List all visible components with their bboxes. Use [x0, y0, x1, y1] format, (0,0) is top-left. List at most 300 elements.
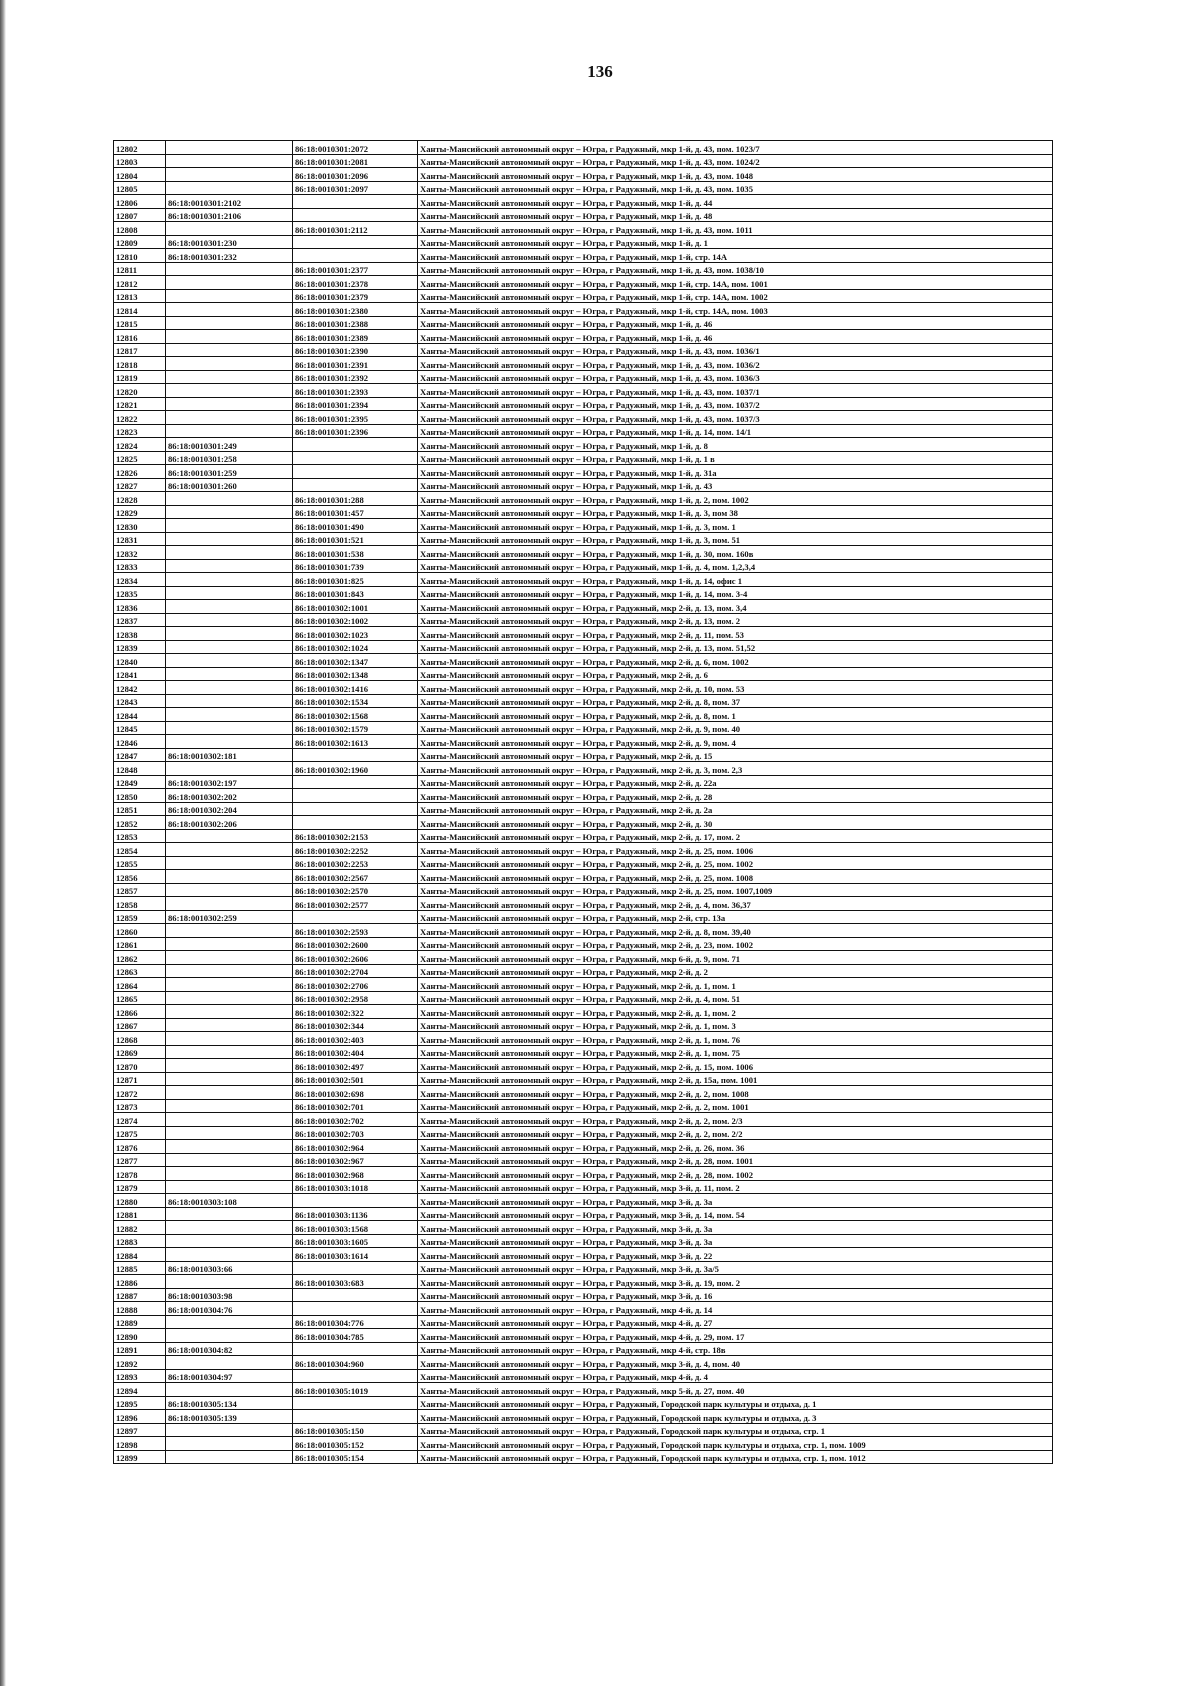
cadastral-number-premises — [293, 1342, 418, 1356]
cadastral-number-premises: 86:18:0010302:1960 — [293, 762, 418, 776]
cadastral-number-land — [166, 694, 293, 708]
cadastral-number-land — [166, 937, 293, 951]
row-number: 12828 — [114, 492, 166, 506]
object-address: Ханты-Мансийский автономный округ – Югра, г Радужный, мкр 1-й, д. 14, офис 1 — [418, 573, 1053, 587]
cadastral-number-land — [166, 897, 293, 911]
object-address: Ханты-Мансийский автономный округ – Югра, г Радужный, мкр 2-й, д. 28 — [418, 789, 1053, 803]
cadastral-number-land — [166, 181, 293, 195]
row-number: 12829 — [114, 505, 166, 519]
cadastral-number-premises: 86:18:0010304:960 — [293, 1356, 418, 1370]
cadastral-number-land — [166, 289, 293, 303]
cadastral-number-land — [166, 370, 293, 384]
table-row — [114, 330, 1053, 344]
object-address: Ханты-Мансийский автономный округ – Югра, г Радужный, мкр 2-й, д. 2, пом. 1008 — [418, 1086, 1053, 1100]
cadastral-number-premises: 86:18:0010302:501 — [293, 1072, 418, 1086]
cadastral-number-land — [166, 1018, 293, 1032]
object-address: Ханты-Мансийский автономный округ – Югра, г Радужный, мкр 2-й, д. 17, пом. 2 — [418, 829, 1053, 843]
row-number: 12803 — [114, 154, 166, 168]
cadastral-number-premises: 86:18:0010302:2570 — [293, 883, 418, 897]
cadastral-number-land: 86:18:0010305:134 — [166, 1396, 293, 1410]
table-row — [114, 667, 1053, 681]
row-number: 12818 — [114, 357, 166, 371]
cadastral-number-premises: 86:18:0010302:497 — [293, 1059, 418, 1073]
cadastral-number-land: 86:18:0010301:2102 — [166, 195, 293, 209]
row-number: 12877 — [114, 1153, 166, 1167]
object-address: Ханты-Мансийский автономный округ – Югра, г Радужный, мкр 3-й, д. 4, пом. 40 — [418, 1356, 1053, 1370]
cadastral-number-premises — [293, 775, 418, 789]
table-row — [114, 424, 1053, 438]
row-number: 12869 — [114, 1045, 166, 1059]
object-address: Ханты-Мансийский автономный округ – Югра, г Радужный, мкр 4-й, д. 14 — [418, 1302, 1053, 1316]
cadastral-number-land — [166, 964, 293, 978]
cadastral-number-land — [166, 1045, 293, 1059]
cadastral-number-premises: 86:18:0010302:404 — [293, 1045, 418, 1059]
object-address: Ханты-Мансийский автономный округ – Югра, г Радужный, мкр 2-й, д. 1, пом. 75 — [418, 1045, 1053, 1059]
cadastral-number-land — [166, 1005, 293, 1019]
table-row — [114, 154, 1053, 168]
object-address: Ханты-Мансийский автономный округ – Югра, г Радужный, мкр 2-й, д. 4, пом. 51 — [418, 991, 1053, 1005]
row-number: 12820 — [114, 384, 166, 398]
object-address: Ханты-Мансийский автономный округ – Югра, г Радужный, мкр 1-й, д. 43, пом. 1036/1 — [418, 343, 1053, 357]
row-number: 12886 — [114, 1275, 166, 1289]
cadastral-number-premises: 86:18:0010301:2392 — [293, 370, 418, 384]
object-address: Ханты-Мансийский автономный округ – Югра, г Радужный, мкр 2-й, д. 2 — [418, 964, 1053, 978]
object-address: Ханты-Мансийский автономный округ – Югра, г Радужный, мкр 2-й, д. 15, пом. 1006 — [418, 1059, 1053, 1073]
cadastral-number-premises: 86:18:0010301:2390 — [293, 343, 418, 357]
row-number: 12808 — [114, 222, 166, 236]
table-row — [114, 870, 1053, 884]
cadastral-number-land: 86:18:0010301:2106 — [166, 208, 293, 222]
row-number: 12847 — [114, 748, 166, 762]
cadastral-number-land — [166, 559, 293, 573]
cadastral-number-land: 86:18:0010304:76 — [166, 1302, 293, 1316]
object-address: Ханты-Мансийский автономный округ – Югра, г Радужный, мкр 3-й, д. 11, пом. 2 — [418, 1180, 1053, 1194]
cadastral-number-premises: 86:18:0010301:843 — [293, 586, 418, 600]
row-number: 12831 — [114, 532, 166, 546]
table-row — [114, 357, 1053, 371]
row-number: 12834 — [114, 573, 166, 587]
row-number: 12841 — [114, 667, 166, 681]
object-address: Ханты-Мансийский автономный округ – Югра, г Радужный, мкр 1-й, д. 43 — [418, 478, 1053, 492]
cadastral-number-premises: 86:18:0010305:152 — [293, 1437, 418, 1451]
cadastral-number-land — [166, 600, 293, 614]
row-number: 12884 — [114, 1248, 166, 1262]
table-row — [114, 573, 1053, 587]
table-row — [114, 1383, 1053, 1397]
object-address: Ханты-Мансийский автономный округ – Югра, г Радужный, мкр 3-й, д. 19, пом. 2 — [418, 1275, 1053, 1289]
table-row — [114, 627, 1053, 641]
cadastral-number-premises — [293, 465, 418, 479]
table-row — [114, 1450, 1053, 1464]
row-number: 12865 — [114, 991, 166, 1005]
row-number: 12866 — [114, 1005, 166, 1019]
row-number: 12814 — [114, 303, 166, 317]
row-number: 12827 — [114, 478, 166, 492]
object-address: Ханты-Мансийский автономный округ – Югра, г Радужный, мкр 2-й, д. 4, пом. 36,37 — [418, 897, 1053, 911]
cadastral-number-premises: 86:18:0010302:2706 — [293, 978, 418, 992]
object-address: Ханты-Мансийский автономный округ – Югра, г Радужный, мкр 1-й, д. 3, пом. 1 — [418, 519, 1053, 533]
cadastral-number-land: 86:18:0010303:108 — [166, 1194, 293, 1208]
cadastral-number-land — [166, 735, 293, 749]
object-address: Ханты-Мансийский автономный округ – Югра, г Радужный, мкр 3-й, д. 3а — [418, 1234, 1053, 1248]
cadastral-number-premises: 86:18:0010302:1348 — [293, 667, 418, 681]
object-address: Ханты-Мансийский автономный округ – Югра, г Радужный, мкр 1-й, д. 43, пом. 1036/3 — [418, 370, 1053, 384]
cadastral-number-premises — [293, 1410, 418, 1424]
row-number: 12832 — [114, 546, 166, 560]
row-number: 12891 — [114, 1342, 166, 1356]
table-row — [114, 1369, 1053, 1383]
cadastral-number-premises: 86:18:0010302:1347 — [293, 654, 418, 668]
cadastral-number-premises — [293, 1261, 418, 1275]
row-number: 12824 — [114, 438, 166, 452]
cadastral-number-land — [166, 1221, 293, 1235]
row-number: 12833 — [114, 559, 166, 573]
table-row — [114, 262, 1053, 276]
table-row — [114, 546, 1053, 560]
cadastral-number-premises: 86:18:0010302:2153 — [293, 829, 418, 843]
table-row — [114, 1410, 1053, 1424]
object-address: Ханты-Мансийский автономный округ – Югра, г Радужный, мкр 1-й, д. 43, пом. 1048 — [418, 168, 1053, 182]
cadastral-number-land — [166, 154, 293, 168]
table-row — [114, 1140, 1053, 1154]
object-address: Ханты-Мансийский автономный округ – Югра, г Радужный, мкр 2-й, д. 13, пом. 51,52 — [418, 640, 1053, 654]
row-number: 12882 — [114, 1221, 166, 1235]
cadastral-number-land — [166, 141, 293, 155]
cadastral-number-premises: 86:18:0010301:2378 — [293, 276, 418, 290]
row-number: 12852 — [114, 816, 166, 830]
row-number: 12864 — [114, 978, 166, 992]
cadastral-number-premises: 86:18:0010301:521 — [293, 532, 418, 546]
table-row — [114, 1302, 1053, 1316]
cadastral-number-premises — [293, 1369, 418, 1383]
cadastral-number-premises: 86:18:0010303:1614 — [293, 1248, 418, 1262]
table-row — [114, 1126, 1053, 1140]
object-address: Ханты-Мансийский автономный округ – Югра, г Радужный, мкр 3-й, д. 3а — [418, 1194, 1053, 1208]
object-address: Ханты-Мансийский автономный округ – Югра, г Радужный, мкр 4-й, стр. 18в — [418, 1342, 1053, 1356]
table-row — [114, 316, 1053, 330]
table-row — [114, 141, 1053, 155]
table-row — [114, 168, 1053, 182]
row-number: 12859 — [114, 910, 166, 924]
cadastral-number-land — [166, 627, 293, 641]
cadastral-number-land — [166, 883, 293, 897]
row-number: 12893 — [114, 1369, 166, 1383]
cadastral-number-premises: 86:18:0010302:1416 — [293, 681, 418, 695]
object-address: Ханты-Мансийский автономный округ – Югра, г Радужный, мкр 2-й, д. 13, пом. 3,4 — [418, 600, 1053, 614]
cadastral-number-premises: 86:18:0010302:1002 — [293, 613, 418, 627]
cadastral-number-premises: 86:18:0010301:739 — [293, 559, 418, 573]
table-row — [114, 883, 1053, 897]
row-number: 12843 — [114, 694, 166, 708]
object-address: Ханты-Мансийский автономный округ – Югра, г Радужный, мкр 1-й, д. 43, пом. 1037/3 — [418, 411, 1053, 425]
row-number: 12805 — [114, 181, 166, 195]
row-number: 12871 — [114, 1072, 166, 1086]
cadastral-number-premises: 86:18:0010303:1018 — [293, 1180, 418, 1194]
object-address: Ханты-Мансийский автономный округ – Югра, г Радужный, мкр 2-й, д. 23, пом. 1002 — [418, 937, 1053, 951]
table-row — [114, 843, 1053, 857]
row-number: 12816 — [114, 330, 166, 344]
cadastral-number-land — [166, 586, 293, 600]
row-number: 12898 — [114, 1437, 166, 1451]
object-address: Ханты-Мансийский автономный округ – Югра, г Радужный, мкр 1-й, стр. 14А — [418, 249, 1053, 263]
table-row — [114, 451, 1053, 465]
cadastral-number-land: 86:18:0010301:259 — [166, 465, 293, 479]
cadastral-number-premises: 86:18:0010301:2393 — [293, 384, 418, 398]
row-number: 12825 — [114, 451, 166, 465]
row-number: 12883 — [114, 1234, 166, 1248]
table-row — [114, 694, 1053, 708]
cadastral-number-premises: 86:18:0010301:2396 — [293, 424, 418, 438]
object-address: Ханты-Мансийский автономный округ – Югра, г Радужный, мкр 2-й, д. 9, пом. 4 — [418, 735, 1053, 749]
cadastral-number-premises — [293, 1302, 418, 1316]
table-row — [114, 802, 1053, 816]
cadastral-number-land — [166, 1207, 293, 1221]
row-number: 12880 — [114, 1194, 166, 1208]
table-row — [114, 411, 1053, 425]
object-address: Ханты-Мансийский автономный округ – Югра, г Радужный, мкр 2-й, д. 1, пом. 76 — [418, 1032, 1053, 1046]
object-address: Ханты-Мансийский автономный округ – Югра, г Радужный, мкр 2-й, д. 3, пом. 2,3 — [418, 762, 1053, 776]
table-row — [114, 924, 1053, 938]
object-address: Ханты-Мансийский автономный округ – Югра, г Радужный, мкр 2-й, д. 9, пом. 40 — [418, 721, 1053, 735]
row-number: 12851 — [114, 802, 166, 816]
row-number: 12846 — [114, 735, 166, 749]
cadastral-number-premises: 86:18:0010302:701 — [293, 1099, 418, 1113]
cadastral-number-premises: 86:18:0010301:2081 — [293, 154, 418, 168]
table-row — [114, 600, 1053, 614]
row-number: 12888 — [114, 1302, 166, 1316]
cadastral-number-premises: 86:18:0010302:403 — [293, 1032, 418, 1046]
table-row — [114, 613, 1053, 627]
object-address: Ханты-Мансийский автономный округ – Югра, г Радужный, мкр 1-й, д. 3, пом 38 — [418, 505, 1053, 519]
row-number: 12837 — [114, 613, 166, 627]
object-address: Ханты-Мансийский автономный округ – Югра, г Радужный, мкр 2-й, д. 2, пом. 2/3 — [418, 1113, 1053, 1127]
cadastral-number-land — [166, 856, 293, 870]
row-number: 12899 — [114, 1450, 166, 1464]
object-address: Ханты-Мансийский автономный округ – Югра, г Радужный, мкр 2-й, д. 25, пом. 1002 — [418, 856, 1053, 870]
table-row — [114, 735, 1053, 749]
object-address: Ханты-Мансийский автономный округ – Югра, г Радужный, мкр 2-й, д. 6 — [418, 667, 1053, 681]
cadastral-number-land — [166, 721, 293, 735]
table-row — [114, 1194, 1053, 1208]
object-address: Ханты-Мансийский автономный округ – Югра, г Радужный, мкр 2-й, д. 30 — [418, 816, 1053, 830]
cadastral-number-land — [166, 1086, 293, 1100]
object-address: Ханты-Мансийский автономный округ – Югра, г Радужный, мкр 3-й, д. 14, пом. 54 — [418, 1207, 1053, 1221]
cadastral-number-premises: 86:18:0010302:2593 — [293, 924, 418, 938]
row-number: 12802 — [114, 141, 166, 155]
row-number: 12896 — [114, 1410, 166, 1424]
cadastral-number-premises: 86:18:0010302:322 — [293, 1005, 418, 1019]
cadastral-number-premises — [293, 478, 418, 492]
registry-table-body — [114, 141, 1053, 1464]
object-address: Ханты-Мансийский автономный округ – Югра, г Радужный, мкр 2-й, д. 2а — [418, 802, 1053, 816]
row-number: 12879 — [114, 1180, 166, 1194]
row-number: 12819 — [114, 370, 166, 384]
row-number: 12876 — [114, 1140, 166, 1154]
cadastral-number-land — [166, 1248, 293, 1262]
cadastral-number-land — [166, 1059, 293, 1073]
object-address: Ханты-Мансийский автономный округ – Югра, г Радужный, мкр 2-й, д. 22а — [418, 775, 1053, 789]
cadastral-number-land — [166, 343, 293, 357]
cadastral-number-land — [166, 681, 293, 695]
cadastral-number-premises: 86:18:0010302:968 — [293, 1167, 418, 1181]
object-address: Ханты-Мансийский автономный округ – Югра, г Радужный, мкр 1-й, д. 44 — [418, 195, 1053, 209]
object-address: Ханты-Мансийский автономный округ – Югра, г Радужный, мкр 1-й, д. 14, пом. 3-4 — [418, 586, 1053, 600]
object-address: Ханты-Мансийский автономный округ – Югра, г Радужный, мкр 1-й, д. 8 — [418, 438, 1053, 452]
cadastral-number-premises: 86:18:0010304:776 — [293, 1315, 418, 1329]
object-address: Ханты-Мансийский автономный округ – Югра, г Радужный, мкр 1-й, д. 43, пом. 1037/2 — [418, 397, 1053, 411]
object-address: Ханты-Мансийский автономный округ – Югра, г Радужный, мкр 1-й, д. 43, пом. 1038/10 — [418, 262, 1053, 276]
cadastral-number-land — [166, 168, 293, 182]
table-row — [114, 897, 1053, 911]
cadastral-number-land — [166, 316, 293, 330]
cadastral-number-premises: 86:18:0010302:344 — [293, 1018, 418, 1032]
table-row — [114, 1059, 1053, 1073]
table-row — [114, 586, 1053, 600]
cadastral-number-premises: 86:18:0010301:2395 — [293, 411, 418, 425]
row-number: 12868 — [114, 1032, 166, 1046]
cadastral-number-land — [166, 262, 293, 276]
row-number: 12845 — [114, 721, 166, 735]
row-number: 12890 — [114, 1329, 166, 1343]
cadastral-number-land: 86:18:0010301:260 — [166, 478, 293, 492]
object-address: Ханты-Мансийский автономный округ – Югра, г Радужный, мкр 1-й, д. 48 — [418, 208, 1053, 222]
cadastral-number-land — [166, 1437, 293, 1451]
row-number: 12822 — [114, 411, 166, 425]
cadastral-number-land — [166, 532, 293, 546]
cadastral-number-land — [166, 843, 293, 857]
cadastral-number-premises — [293, 195, 418, 209]
object-address: Ханты-Мансийский автономный округ – Югра, г Радужный, мкр 1-й, д. 43, пом. 1011 — [418, 222, 1053, 236]
cadastral-number-land — [166, 951, 293, 965]
cadastral-number-land — [166, 505, 293, 519]
cadastral-number-premises: 86:18:0010302:1579 — [293, 721, 418, 735]
row-number: 12862 — [114, 951, 166, 965]
row-number: 12813 — [114, 289, 166, 303]
object-address: Ханты-Мансийский автономный округ – Югра, г Радужный, мкр 1-й, д. 2, пом. 1002 — [418, 492, 1053, 506]
cadastral-number-premises — [293, 208, 418, 222]
registry-table — [113, 140, 1053, 1464]
object-address: Ханты-Мансийский автономный округ – Югра, г Радужный, мкр 4-й, д. 29, пом. 17 — [418, 1329, 1053, 1343]
cadastral-number-land: 86:18:0010303:98 — [166, 1288, 293, 1302]
cadastral-number-land: 86:18:0010301:230 — [166, 235, 293, 249]
object-address: Ханты-Мансийский автономный округ – Югра, г Радужный, мкр 2-й, д. 11, пом. 53 — [418, 627, 1053, 641]
table-row — [114, 762, 1053, 776]
cadastral-number-land — [166, 1234, 293, 1248]
row-number: 12844 — [114, 708, 166, 722]
row-number: 12892 — [114, 1356, 166, 1370]
cadastral-number-land — [166, 1450, 293, 1464]
cadastral-number-premises — [293, 748, 418, 762]
object-address: Ханты-Мансийский автономный округ – Югра, г Радужный, мкр 1-й, д. 43, пом. 1037/1 — [418, 384, 1053, 398]
cadastral-number-land — [166, 1423, 293, 1437]
cadastral-number-land — [166, 1153, 293, 1167]
table-row — [114, 276, 1053, 290]
cadastral-number-premises — [293, 910, 418, 924]
cadastral-number-premises: 86:18:0010302:964 — [293, 1140, 418, 1154]
table-row — [114, 1207, 1053, 1221]
cadastral-number-land: 86:18:0010301:249 — [166, 438, 293, 452]
object-address: Ханты-Мансийский автономный округ – Югра, г Радужный, мкр 1-й, д. 43, пом. 1024/2 — [418, 154, 1053, 168]
cadastral-number-land: 86:18:0010302:181 — [166, 748, 293, 762]
row-number: 12807 — [114, 208, 166, 222]
object-address: Ханты-Мансийский автономный округ – Югра, г Радужный, мкр 1-й, д. 43, пом. 1023/7 — [418, 141, 1053, 155]
cadastral-number-land — [166, 1315, 293, 1329]
cadastral-number-premises: 86:18:0010302:1001 — [293, 600, 418, 614]
row-number: 12872 — [114, 1086, 166, 1100]
cadastral-number-land — [166, 222, 293, 236]
cadastral-number-land — [166, 424, 293, 438]
cadastral-number-premises: 86:18:0010301:825 — [293, 573, 418, 587]
object-address: Ханты-Мансийский автономный округ – Югра, г Радужный, мкр 1-й, стр. 14А, пом. 1002 — [418, 289, 1053, 303]
cadastral-number-premises: 86:18:0010301:2380 — [293, 303, 418, 317]
cadastral-number-premises: 86:18:0010302:703 — [293, 1126, 418, 1140]
object-address: Ханты-Мансийский автономный округ – Югра, г Радужный, мкр 1-й, стр. 14А, пом. 1003 — [418, 303, 1053, 317]
object-address: Ханты-Мансийский автономный округ – Югра, г Радужный, мкр 2-й, д. 8, пом. 37 — [418, 694, 1053, 708]
table-row — [114, 384, 1053, 398]
object-address: Ханты-Мансийский автономный округ – Югра, г Радужный, мкр 1-й, д. 30, пом. 160в — [418, 546, 1053, 560]
cadastral-number-land — [166, 276, 293, 290]
cadastral-number-premises: 86:18:0010302:2600 — [293, 937, 418, 951]
cadastral-number-land — [166, 1113, 293, 1127]
cadastral-number-land — [166, 667, 293, 681]
object-address: Ханты-Мансийский автономный округ – Югра, г Радужный, мкр 1-й, д. 1 в — [418, 451, 1053, 465]
row-number: 12817 — [114, 343, 166, 357]
object-address: Ханты-Мансийский автономный округ – Югра, г Радужный, мкр 2-й, д. 6, пом. 1002 — [418, 654, 1053, 668]
object-address: Ханты-Мансийский автономный округ – Югра, г Радужный, мкр 1-й, д. 4, пом. 1,2,3,4 — [418, 559, 1053, 573]
cadastral-number-land — [166, 303, 293, 317]
object-address: Ханты-Мансийский автономный округ – Югра, г Радужный, мкр 2-й, д. 25, пом. 1007,1009 — [418, 883, 1053, 897]
cadastral-number-premises: 86:18:0010302:1613 — [293, 735, 418, 749]
row-number: 12867 — [114, 1018, 166, 1032]
object-address: Ханты-Мансийский автономный округ – Югра, г Радужный, мкр 2-й, д. 25, пом. 1008 — [418, 870, 1053, 884]
row-number: 12839 — [114, 640, 166, 654]
object-address: Ханты-Мансийский автономный округ – Югра, г Радужный, мкр 2-й, стр. 13а — [418, 910, 1053, 924]
table-row — [114, 1072, 1053, 1086]
object-address: Ханты-Мансийский автономный округ – Югра, г Радужный, мкр 1-й, д. 46 — [418, 330, 1053, 344]
object-address: Ханты-Мансийский автономный округ – Югра, г Радужный, мкр 3-й, д. 16 — [418, 1288, 1053, 1302]
object-address: Ханты-Мансийский автономный округ – Югра, г Радужный, мкр 1-й, д. 14, пом. 14/1 — [418, 424, 1053, 438]
row-number: 12810 — [114, 249, 166, 263]
row-number: 12894 — [114, 1383, 166, 1397]
object-address: Ханты-Мансийский автономный округ – Югра, г Радужный, мкр 2-й, д. 1, пом. 2 — [418, 1005, 1053, 1019]
row-number: 12821 — [114, 397, 166, 411]
cadastral-number-land — [166, 573, 293, 587]
table-row — [114, 1423, 1053, 1437]
table-row — [114, 208, 1053, 222]
cadastral-number-premises: 86:18:0010303:1605 — [293, 1234, 418, 1248]
cadastral-number-premises: 86:18:0010301:288 — [293, 492, 418, 506]
row-number: 12870 — [114, 1059, 166, 1073]
table-row — [114, 343, 1053, 357]
object-address: Ханты-Мансийский автономный округ – Югра, г Радужный, мкр 2-й, д. 15а, пом. 1001 — [418, 1072, 1053, 1086]
table-row — [114, 1396, 1053, 1410]
row-number: 12895 — [114, 1396, 166, 1410]
table-row — [114, 775, 1053, 789]
cadastral-number-premises: 86:18:0010302:2567 — [293, 870, 418, 884]
table-row — [114, 640, 1053, 654]
cadastral-number-land — [166, 613, 293, 627]
table-row — [114, 532, 1053, 546]
object-address: Ханты-Мансийский автономный округ – Югра, г Радужный, мкр 2-й, д. 2, пом. 2/2 — [418, 1126, 1053, 1140]
row-number: 12811 — [114, 262, 166, 276]
cadastral-number-land: 86:18:0010301:258 — [166, 451, 293, 465]
cadastral-number-land — [166, 978, 293, 992]
table-row — [114, 816, 1053, 830]
table-row — [114, 937, 1053, 951]
object-address: Ханты-Мансийский автономный округ – Югра, г Радужный, мкр 2-й, д. 2, пом. 1001 — [418, 1099, 1053, 1113]
row-number: 12842 — [114, 681, 166, 695]
cadastral-number-premises: 86:18:0010302:698 — [293, 1086, 418, 1100]
